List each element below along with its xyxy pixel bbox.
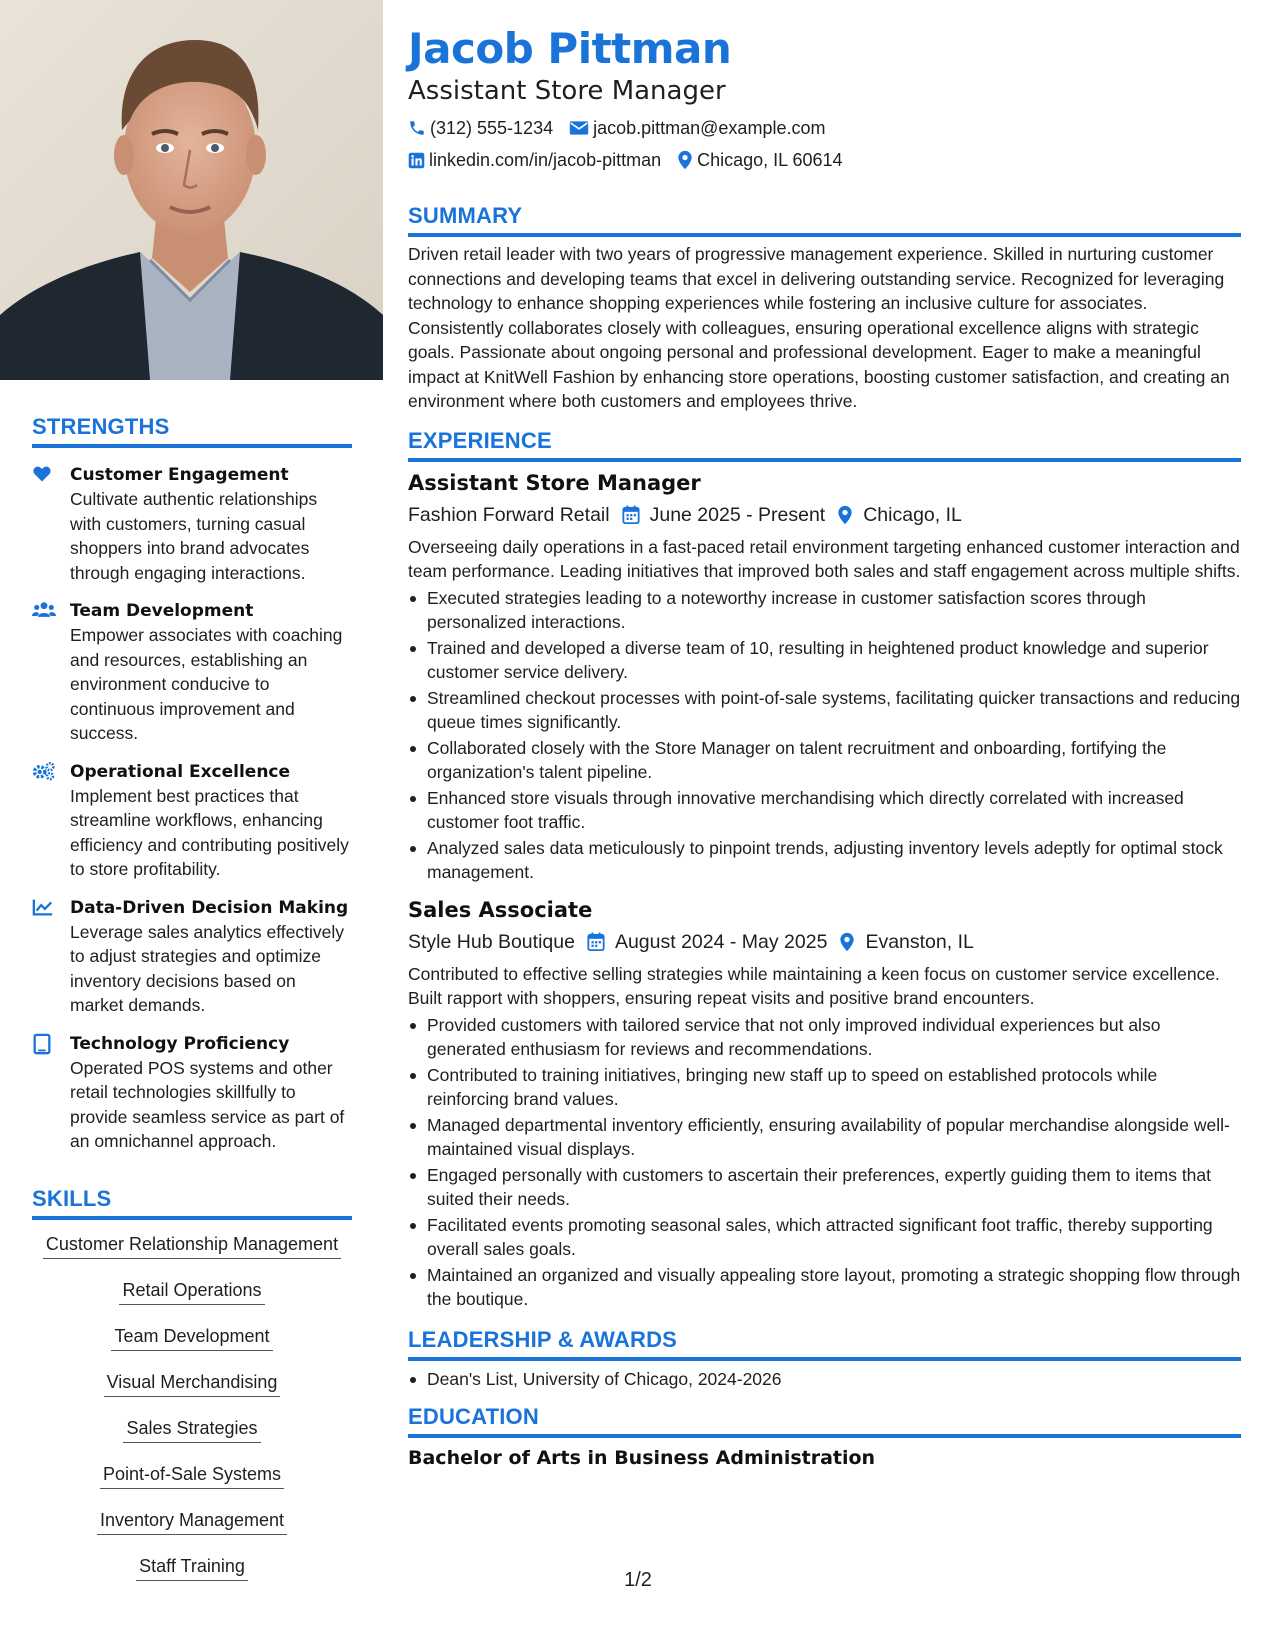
job-entry [408, 469, 1241, 885]
chart-line-icon [32, 896, 70, 1018]
job-meta [408, 927, 1241, 957]
job-bullets [408, 1013, 1241, 1312]
main-content [408, 24, 1241, 1471]
location-pin-icon [677, 150, 693, 170]
job-dates: June 2025 - Present [649, 503, 826, 526]
summary-section [408, 203, 1241, 414]
list-item: Executed strategies leading to a noteworthy increase in customer satisfaction scores through personalized interactions. [408, 586, 1241, 635]
leadership-list [408, 1367, 1241, 1392]
list-item: Enhanced store visuals through innovative merchandising which directly correlated with increased customer foot traffic. [408, 786, 1241, 835]
strength-description: Empower associates with coaching and resources, establishing an environment conducive to continuous improvement and success. [70, 625, 343, 743]
skill-tag: Inventory Management [97, 1508, 287, 1535]
company-name: Fashion Forward Retail [408, 503, 610, 526]
location-pin-icon [837, 505, 853, 525]
education-divider [408, 1434, 1241, 1438]
job-title: Assistant Store Manager [408, 470, 701, 495]
email-link[interactable]: jacob.pittman@example.com [593, 118, 826, 138]
strength-item [32, 760, 352, 882]
job-location: Evanston, IL [865, 930, 974, 953]
users-icon [32, 599, 70, 746]
skill-tag: Retail Operations [119, 1278, 264, 1305]
experience-divider [408, 458, 1241, 462]
email-icon [569, 120, 589, 136]
candidate-name: Jacob Pittman [408, 24, 732, 73]
list-item: Managed departmental inventory efficiently, ensuring availability of popular merchandise alongside well-maintained visual displays. [408, 1113, 1241, 1162]
strength-item [32, 1032, 352, 1154]
list-item: Dean's List, University of Chicago, 2024-2026 [408, 1367, 1241, 1392]
strength-description: Operated POS systems and other retail technologies skillfully to provide seamless service as part of an omnichannel approach. [70, 1057, 345, 1151]
leadership-divider [408, 1357, 1241, 1361]
linkedin-link[interactable]: linkedin.com/in/jacob-pittman [429, 150, 662, 170]
degree-title: Bachelor of Arts in Business Administration [408, 1447, 876, 1469]
list-item: Provided customers with tailored service that not only improved individual experiences but also generated enthusiasm for reviews and recommendations. [408, 1013, 1241, 1062]
heart-icon [32, 463, 70, 585]
job-dates: August 2024 - May 2025 [614, 930, 828, 953]
contact-row [408, 112, 1241, 144]
education-section [408, 1404, 1241, 1471]
strength-title: Operational Excellence [70, 761, 291, 782]
strengths-divider [32, 444, 352, 448]
leadership-heading: LEADERSHIP & AWARDS [408, 1326, 678, 1352]
job-description: Overseeing daily operations in a fast-paced retail environment targeting enhanced customer interaction and team performance. Leading initiatives that improved both sales and staff engagement across multiple shifts. [408, 536, 1241, 581]
job-entry [408, 896, 1241, 1312]
strength-title: Team Development [70, 601, 254, 621]
skill-tag: Sales Strategies [123, 1416, 260, 1443]
phone-icon [408, 119, 426, 137]
summary-text: Driven retail leader with two years of progressive management experience. Skilled in nurturing customer connections and developing teams that excel in delivering outstanding service. Recognized for leveraging technology to enhance shopping experiences while fostering an inclusive culture for associates. Consistently collaborates closely with colleagues, ensuring operational excellence aligns with strategic goals. Passionate about ongoing personal and professional development. Eager to make a meaningful impact at KnitWell Fashion by enhancing store operations, boosting customer satisfaction, and creating an environment where both customers and employees thrive. [408, 244, 1230, 411]
skill-tag: Visual Merchandising [104, 1370, 281, 1397]
strength-description: Cultivate authentic relationships with customers, turning casual shoppers into brand advocates through engaging interactions. [70, 489, 318, 583]
skill-tag: Point-of-Sale Systems [100, 1462, 284, 1489]
phone-number[interactable]: (312) 555-1234 [430, 118, 554, 138]
page-number: 1/2 [624, 1569, 652, 1591]
leadership-section [408, 1327, 1241, 1392]
strength-description: Leverage sales analytics effectively to adjust strategies and optimize inventory decisions based on market demands. [70, 921, 344, 1015]
location-text: Chicago, IL 60614 [697, 150, 843, 170]
sidebar [0, 0, 383, 1650]
experience-heading: EXPERIENCE [408, 427, 552, 453]
list-item: Trained and developed a diverse team of 10, resulting in heightened product knowledge and superior customer service delivery. [408, 636, 1241, 685]
skill-tag: Customer Relationship Management [43, 1232, 341, 1259]
list-item: Maintained an organized and visually appealing store layout, promoting a strategic shopping flow through the boutique. [408, 1263, 1241, 1312]
strength-title: Data-Driven Decision Making [70, 897, 349, 918]
list-item: Collaborated closely with the Store Manager on talent recruitment and onboarding, fortifying the organization's talent pipeline. [408, 736, 1241, 785]
list-item: Facilitated events promoting seasonal sales, which attracted significant foot traffic, thereby supporting overall sales goals. [408, 1213, 1241, 1262]
skills-heading: SKILLS [32, 1186, 112, 1211]
skill-tag: Staff Training [136, 1554, 248, 1581]
skill-tag: Team Development [111, 1324, 272, 1351]
strength-item [32, 896, 352, 1018]
experience-section [408, 428, 1241, 1312]
summary-divider [408, 233, 1241, 237]
strengths-section [32, 414, 352, 1154]
job-meta [408, 500, 1241, 530]
job-description: Contributed to effective selling strategies while maintaining a keen focus on customer service excellence. Built rapport with shoppers, ensuring repeat visits and positive brand encounters. [408, 963, 1220, 1008]
profile-photo [0, 0, 383, 380]
strength-item [32, 599, 352, 746]
strength-title: Technology Proficiency [70, 1033, 290, 1054]
calendar-icon [587, 932, 605, 952]
strength-item [32, 463, 352, 585]
candidate-role: Assistant Store Manager [408, 76, 726, 106]
list-item: Analyzed sales data meticulously to pinpoint trends, adjusting inventory levels adeptly for optimal stock management. [408, 836, 1241, 885]
gears-icon [32, 760, 70, 882]
skills-divider [32, 1216, 352, 1220]
job-bullets [408, 586, 1241, 885]
company-name: Style Hub Boutique [408, 930, 575, 953]
job-title: Sales Associate [408, 897, 593, 922]
education-heading: EDUCATION [408, 1404, 539, 1429]
skills-section [32, 1186, 352, 1600]
linkedin-icon [408, 152, 425, 169]
location-pin-icon [839, 932, 855, 952]
tablet-icon [32, 1032, 70, 1154]
list-item: Streamlined checkout processes with point-of-sale systems, facilitating quicker transactions and reducing queue times significantly. [408, 686, 1241, 735]
strength-description: Implement best practices that streamline workflows, enhancing efficiency and contributing positively to store profitability. [70, 785, 349, 879]
summary-heading: SUMMARY [408, 203, 523, 228]
list-item: Engaged personally with customers to ascertain their preferences, expertly guiding them to items that suited their needs. [408, 1163, 1241, 1212]
list-item: Contributed to training initiatives, bringing new staff up to speed on established protocols while reinforcing brand values. [408, 1063, 1241, 1112]
contact-row [408, 144, 1241, 176]
strength-title: Customer Engagement [70, 465, 289, 485]
calendar-icon [622, 505, 640, 525]
strengths-heading: STRENGTHS [32, 414, 170, 439]
job-location: Chicago, IL [863, 503, 962, 526]
